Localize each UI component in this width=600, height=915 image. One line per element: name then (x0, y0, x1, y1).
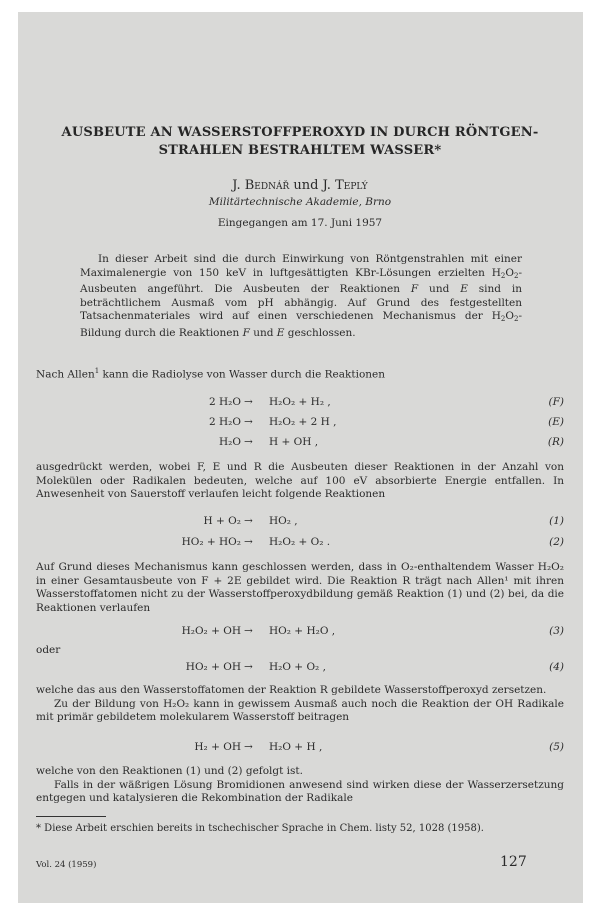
author-1: J. Bednář (232, 178, 290, 193)
equation-F: 2 H₂O → H₂O₂ + H₂ , (F) (209, 396, 564, 408)
equation-5: H₂ + OH → H₂O + H , (5) (194, 741, 564, 753)
paragraph-3: welche das aus den Wasserstoffatomen der Reaktion R gebildete Wasserstoffperoxyd zersetzen. Zu der Bildung von H₂O₂ kann in gewissem Ausmaß auch noch die Reaktion der OH Radikale mit primär gebildetem molekularem Wasserstoff beitragen (36, 684, 564, 723)
volume-label: Vol. 24 (1959) (36, 860, 97, 870)
title-line-2: STRAHLEN BESTRAHLTEM WASSER* (158, 143, 442, 158)
article-title (0, 124, 600, 160)
authors-conjunction: und (293, 178, 319, 193)
abstract: In dieser Arbeit sind die durch Einwirkung von Röntgenstrahlen mit einer Maximalenergie von 150 keV in luftgesättigten KBr-Lösungen erzielten $H_2O_2$-Ausbeuten angeführt. Die Ausbeuten der Reaktionen F und E sind in beträchtlichem Ausmaß vom pH abhängig. Auf Grund des festgestellten Tatsachenmateriales wird auf einen verschiedenen Mechanismus der $H_2O_2$-Bildung durch die Reaktionen F und E geschlossen. (80, 253, 523, 339)
authors (0, 178, 600, 193)
footnote: * Diese Arbeit erschien bereits in tschechischer Sprache in Chem. listy 52, 1028 (1958). (36, 823, 484, 834)
equation-1: H + O₂ → HO₂ , (1) (203, 515, 564, 527)
paragraph-1: ausgedrückt werden, wobei F, E und R die Ausbeuten dieser Reaktionen in der Anzahl von Molekülen oder Radikalen bedeuten, welche auf 100 eV absorbierte Energie entfallen. In Anwesenheit von Sauerstoff verlaufen leicht folgende Reaktionen (36, 461, 564, 500)
equation-E: 2 H₂O → H₂O₂ + 2 H , (E) (209, 416, 564, 428)
equation-4: HO₂ + OH → H₂O + O₂ , (4) (185, 661, 564, 673)
oder-label: oder (36, 644, 61, 656)
title-line-1: AUSBEUTE AN WASSERSTOFFPEROXYD IN DURCH RÖNTGEN- (61, 125, 539, 140)
intro-paragraph: Nach Allen$^1$ kann die Radiolyse von Wasser durch die Reaktionen (36, 367, 386, 381)
equation-2: HO₂ + HO₂ → H₂O₂ + O₂ . (2) (181, 536, 564, 548)
received-date: Eingegangen am 17. Juni 1957 (217, 217, 383, 229)
equation-R: H₂O → H + OH , (R) (219, 436, 564, 448)
affiliation: Militärtechnische Akademie, Brno (208, 196, 392, 208)
footnote-rule (36, 816, 106, 817)
author-2: J. Teplý (322, 178, 368, 193)
paragraph-5: welche von den Reaktionen (1) und (2) gefolgt ist. Falls in der wäßrigen Lösung Bromidionen anwesend sind wirken diese der Wasserzersetzung entgegen und katalysieren die Rekombination der Radikale (36, 765, 564, 804)
equation-3: H₂O₂ + OH → HO₂ + H₂O , (3) (181, 625, 564, 637)
paragraph-2: Auf Grund dieses Mechanismus kann geschlossen werden, dass in O₂-enthaltendem Wasser H₂O₂ in einer Gesamtausbeute von F + 2E gebildet wird. Die Reaktion R trägt nach Allen¹ mit ihren Wasserstoffatomen nicht zu der Wasserstoffperoxydbildung gemäß Reaktion (1) und (2) bei, da die Reaktionen verlaufen (36, 561, 564, 614)
page-number: 127 (500, 854, 527, 870)
